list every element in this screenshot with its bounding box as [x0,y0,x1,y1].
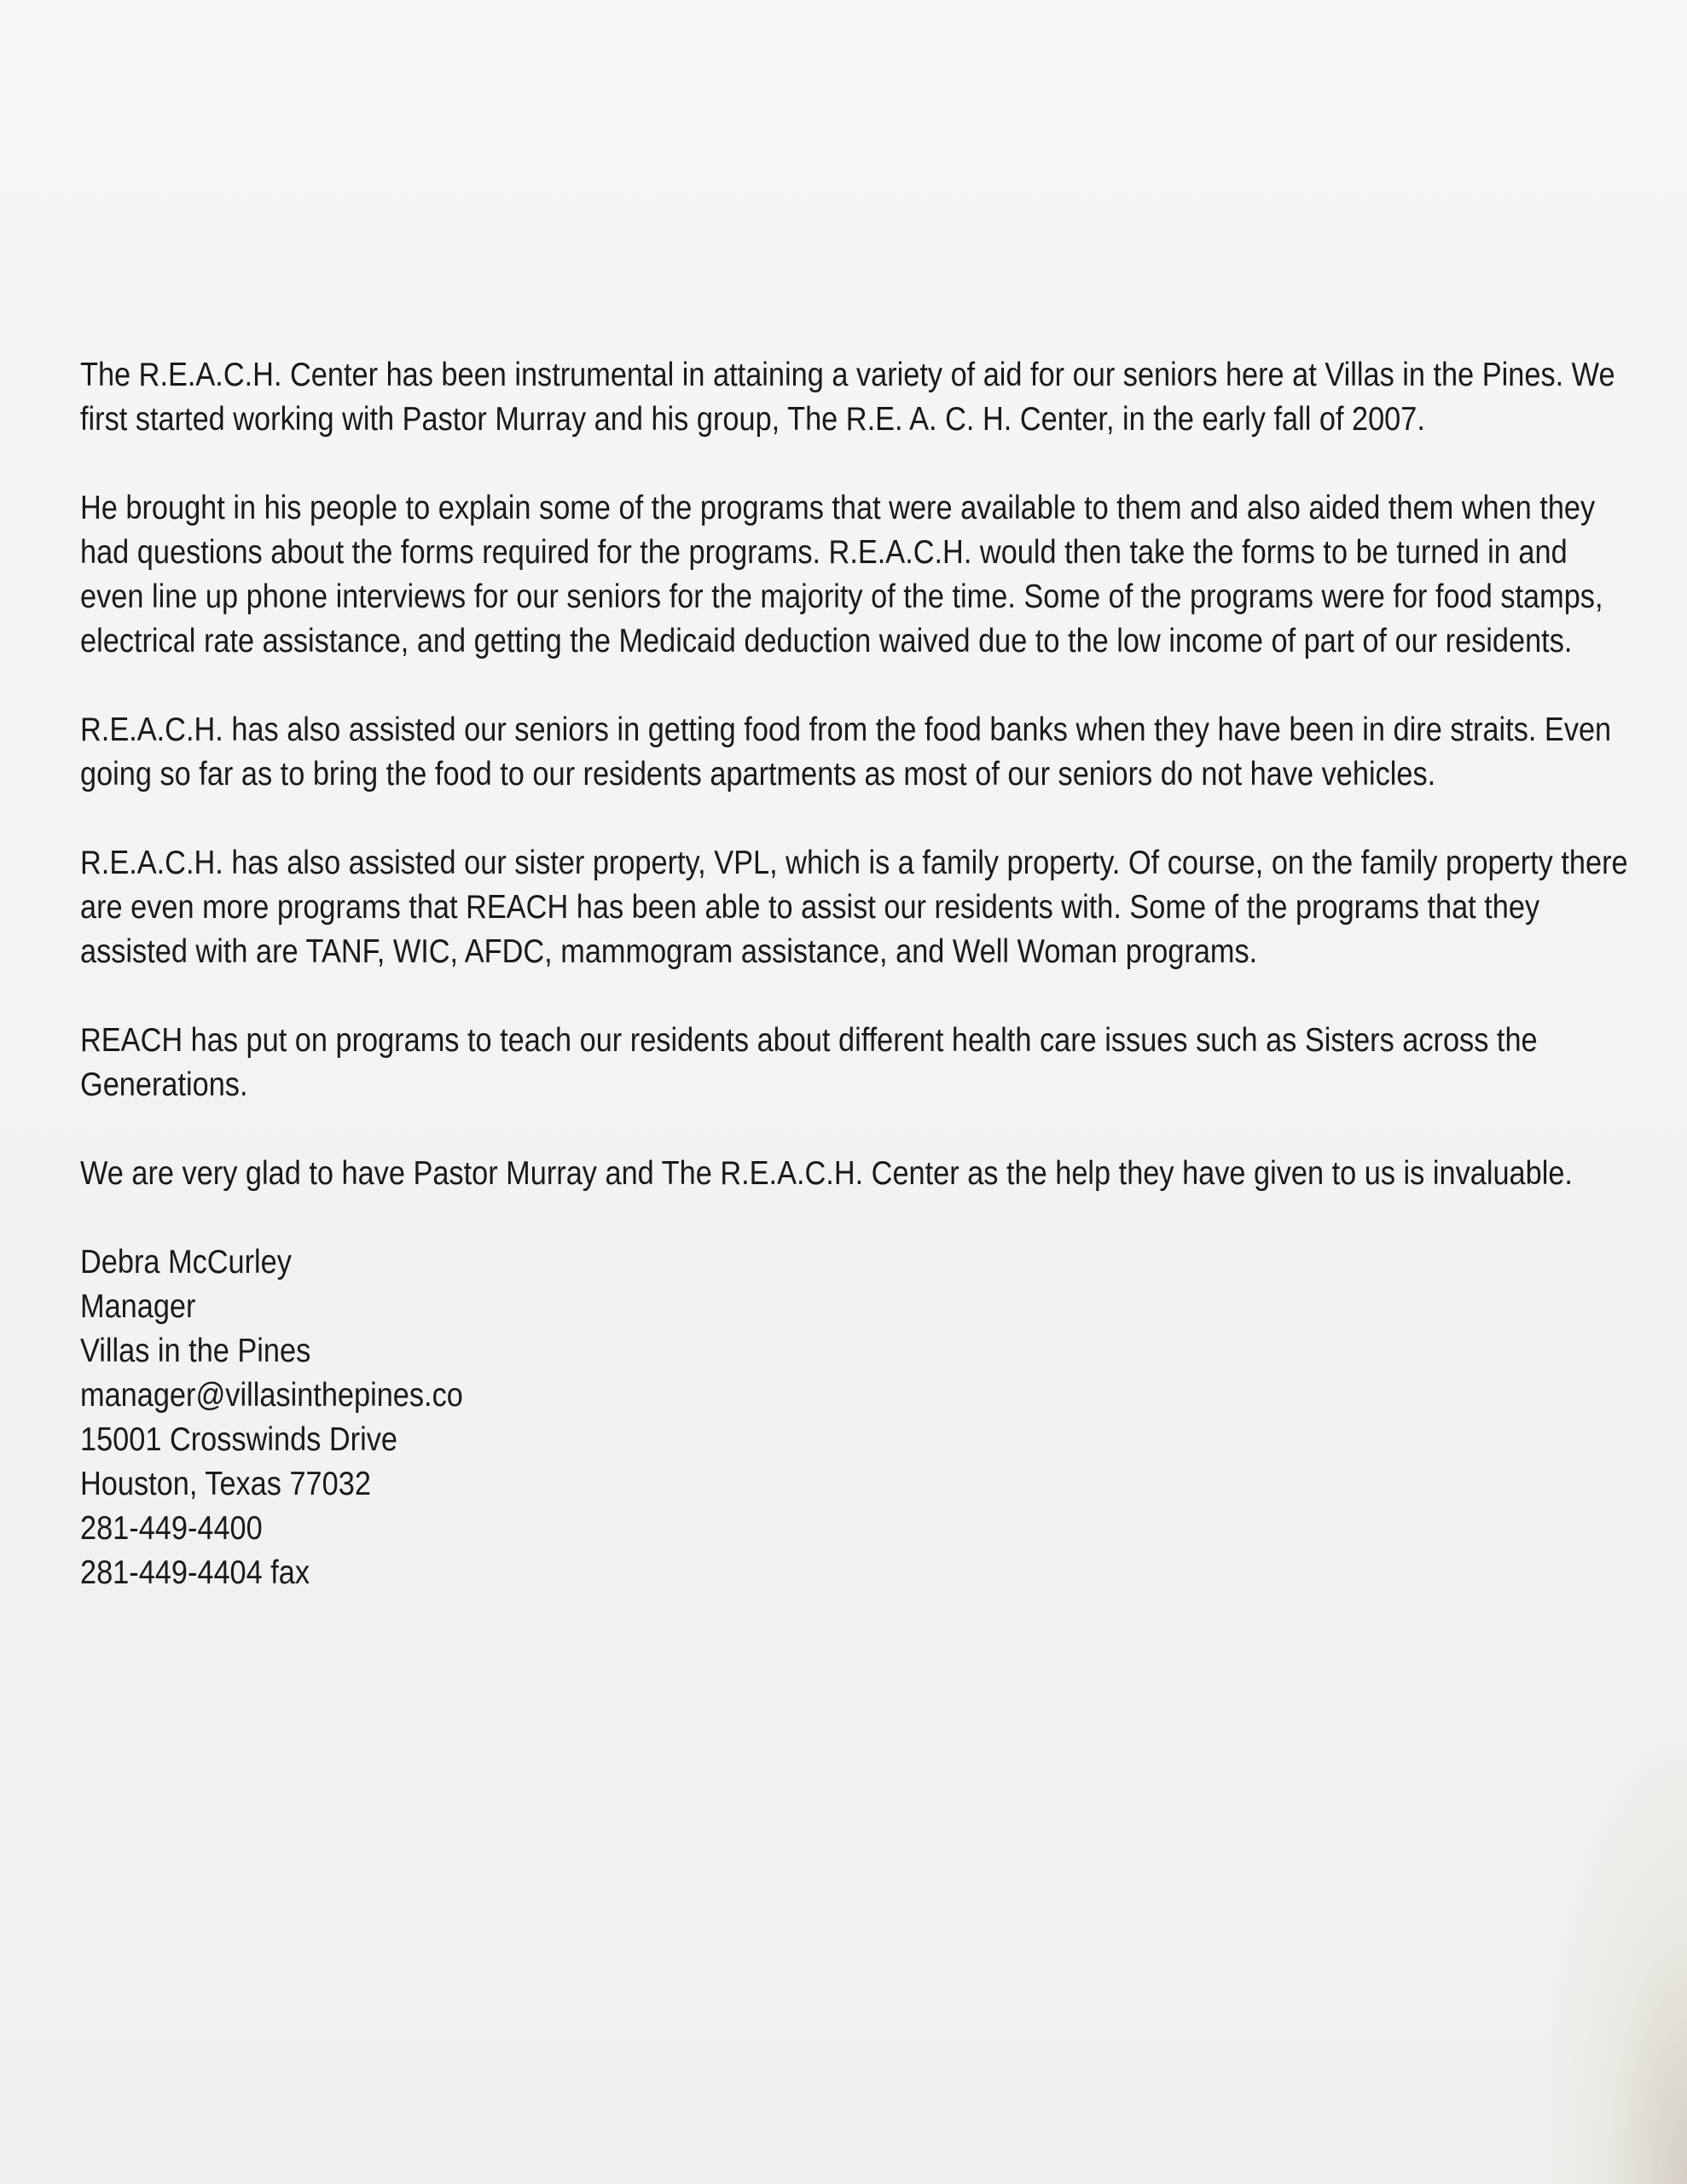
signer-email: manager@villasinthepines.co [80,1377,463,1414]
paragraph-sister-property: R.E.A.C.H. has also assisted our sister property, VPL, which is a family property. Of course, on the family property there are even more programs that REACH has been able to assist our residents with. Some of the programs that they assisted with are TANF, WIC, AFDC, mammogram assistance, and Well Woman programs. [80,845,1628,970]
paragraph-health-care: REACH has put on programs to teach our residents about different health care issues such as Sisters across the Generations. [80,1022,1538,1103]
paragraph-food-banks: R.E.A.C.H. has also assisted our seniors in getting food from the food banks when they have been in dire straits. Even going so far as to bring the food to our residents apartments as most of our seniors do not have vehicles. [80,712,1612,793]
signer-name: Debra McCurley [80,1244,292,1281]
paragraph-closing: We are very glad to have Pastor Murray and The R.E.A.C.H. Center as the help they have given to us is invaluable. [80,1155,1573,1192]
signer-city: Houston, Texas 77032 [80,1466,371,1502]
signer-phone: 281-449-4400 [80,1510,263,1547]
paragraph-intro: The R.E.A.C.H. Center has been instrumental in attaining a variety of aid for our seniors here at Villas in the Pines. We first started working with Pastor Murray and his group, The R.E. A. C. H. Center, in the early fall of 2007. [80,357,1615,438]
signer-street: 15001 Crosswinds Drive [80,1421,397,1458]
page-shadow [1551,1740,1687,2184]
signature-block [80,1240,1632,1595]
signer-title: Manager [80,1288,196,1325]
letter-body [80,353,1632,1595]
signer-organization: Villas in the Pines [80,1333,311,1369]
signer-fax: 281-449-4404 fax [80,1554,310,1591]
paragraph-programs: He brought in his people to explain some of the programs that were available to them and also aided them when they had questions about the forms required for the programs. R.E.A.C.H. would then take the forms to be turned in and even line up phone interviews for our seniors for the majority of the time. Some of the programs were for food stamps, electrical rate assistance, and getting the Medicaid deduction waived due to the low income of part of our residents. [80,490,1603,659]
